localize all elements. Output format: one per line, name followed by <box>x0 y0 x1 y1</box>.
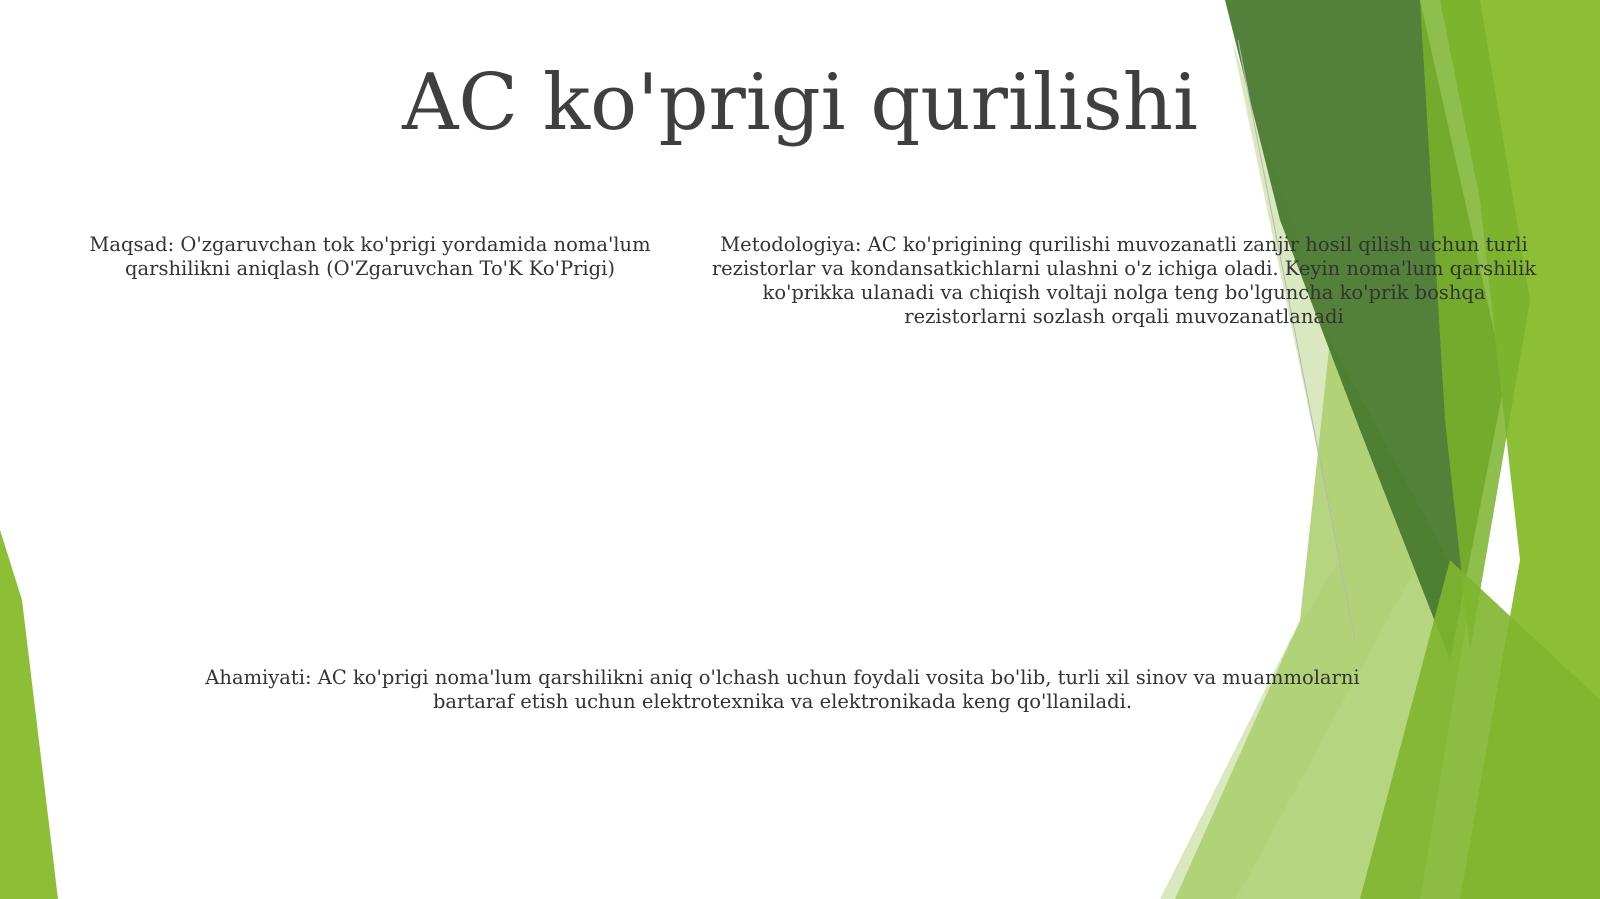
importance-text: Ahamiyati: AC ko'prigi noma'lum qarshilikni aniq o'lchash uchun foydali vosita bo'lib, turli xil sinov va muammolarni bartaraf etish uchun elektrotexnika va elektronikada keng qo'llaniladi. <box>205 666 1360 713</box>
methodology-text: Metodologiya: AC ko'prigining qurilishi muvozanatli zanjir hosil qilish uchun turli rezistorlar va kondansatkichlarni ulashni o'z ichiga oladi. Keyin noma'lum qarshilik ko'prikka ulanadi va chiqish voltaji nolga teng bo'lguncha ko'prik boshqa rezistorlarni sozlash orqali muvozanatlanadi <box>711 233 1537 328</box>
left-green-shape <box>0 530 58 899</box>
goal-text: Maqsad: O'zgaruvchan tok ko'prigi yordamida noma'lum qarshilikni aniqlash (O'Zgaruvchan To'K Ko'Prigi) <box>89 233 651 280</box>
slide-title: AC ko'prigi qurilishi <box>402 58 1198 148</box>
